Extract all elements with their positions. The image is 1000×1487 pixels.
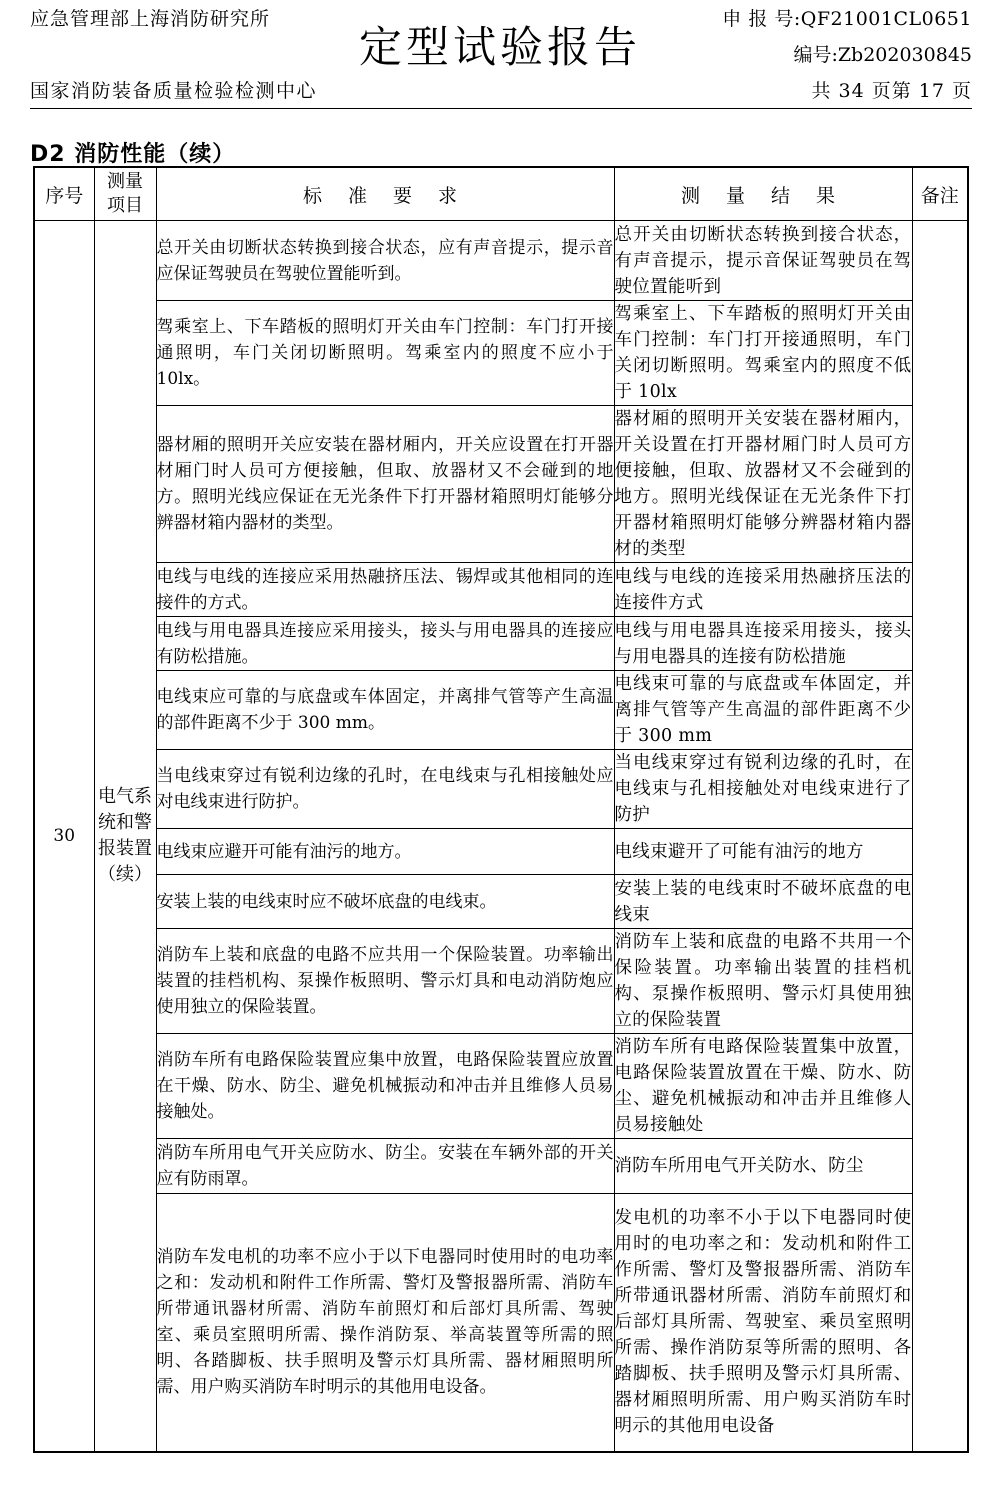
table-row bbox=[34, 1034, 968, 1139]
standard-requirement: 电线与用电器具连接应采用接头，接头与用电器具的连接应有防松措施。 bbox=[156, 617, 614, 671]
column-header-item bbox=[94, 167, 156, 221]
measurement-result: 电线束避开了可能有油污的地方 bbox=[614, 829, 912, 875]
measurement-result: 总开关由切断状态转换到接合状态，有声音提示，提示音保证驾驶员在驾驶位置能听到 bbox=[614, 221, 912, 301]
table-row bbox=[34, 406, 968, 563]
table-row bbox=[34, 563, 968, 617]
table-header-row bbox=[34, 167, 968, 221]
table-row bbox=[34, 671, 968, 750]
standard-requirement: 当电线束穿过有锐利边缘的孔时，在电线束与孔相接触处应对电线束进行防护。 bbox=[156, 750, 614, 829]
application-number: 申 报 号:QF21001CL0651 bbox=[722, 8, 972, 30]
standard-requirement: 安装上装的电线束时应不破坏底盘的电线束。 bbox=[156, 875, 614, 929]
measurement-result: 当电线束穿过有锐利边缘的孔时，在电线束与孔相接触处对电线束进行了防护 bbox=[614, 750, 912, 829]
measurement-result: 发电机的功率不小于以下电器同时使用时的电功率之和：发动机和附件工作所需、警灯及警报器所需、消防车所带通讯器材所需、消防车前照灯和后部灯具所需、驾驶室、乘员室照明所需、操作消防泵等所需的照明、各踏脚板、扶手照明及警示灯具所需、器材厢照明所需、用户购买消防车时明示的其他用电设备 bbox=[614, 1194, 912, 1452]
results-table bbox=[33, 166, 969, 1453]
measurement-item: 电气系统和警报装置（续） bbox=[94, 221, 156, 1452]
measurement-result: 安装上装的电线束时不破坏底盘的电线束 bbox=[614, 875, 912, 929]
column-header-standard: 标 准 要 求 bbox=[156, 167, 614, 221]
column-header-item-text: 测量项目 bbox=[107, 171, 143, 216]
testing-center-name: 国家消防装备质量检验检测中心 bbox=[30, 80, 318, 102]
table-row bbox=[34, 301, 968, 406]
measurement-result: 器材厢的照明开关安装在器材厢内，开关设置在打开器材厢门时人员可方便接触，但取、放器材又不会碰到的地方。照明光线保证在无光条件下打开器材箱照明灯能够分辨器材箱内器材的类型 bbox=[614, 406, 912, 563]
measurement-result: 电线与电线的连接采用热融挤压法的连接件方式 bbox=[614, 563, 912, 617]
table-row bbox=[34, 929, 968, 1034]
column-header-note: 备注 bbox=[912, 167, 968, 221]
standard-requirement: 驾乘室上、下车踏板的照明灯开关由车门控制：车门打开接通照明，车门关闭切断照明。驾乘室内的照度不应小于 10lx。 bbox=[156, 301, 614, 406]
table-row bbox=[34, 875, 968, 929]
table-row bbox=[34, 829, 968, 875]
standard-requirement: 消防车发电机的功率不应小于以下电器同时使用时的电功率之和：发动机和附件工作所需、警灯及警报器所需、消防车所带通讯器材所需、消防车前照灯和后部灯具所需、驾驶室、乘员室照明所需、操作消防泵、举高装置等所需的照明、各踏脚板、扶手照明及警示灯具所需、器材厢照明所需、用户购买消防车时明示的其他用电设备。 bbox=[156, 1194, 614, 1452]
measurement-result: 消防车所用电气开关防水、防尘 bbox=[614, 1139, 912, 1194]
measurement-result: 驾乘室上、下车踏板的照明灯开关由车门控制：车门打开接通照明，车门关闭切断照明。驾乘室内的照度不低于 10lx bbox=[614, 301, 912, 406]
standard-requirement: 消防车上装和底盘的电路不应共用一个保险装置。功率输出装置的挂档机构、泵操作板照明、警示灯具和电动消防炮应使用独立的保险装置。 bbox=[156, 929, 614, 1034]
standard-requirement: 电线束应可靠的与底盘或车体固定，并离排气管等产生高温的部件距离不少于 300 mm。 bbox=[156, 671, 614, 750]
standard-requirement: 总开关由切断状态转换到接合状态，应有声音提示，提示音应保证驾驶员在驾驶位置能听到。 bbox=[156, 221, 614, 301]
note-cell bbox=[912, 221, 968, 1452]
measurement-result: 消防车上装和底盘的电路不共用一个保险装置。功率输出装置的挂档机构、泵操作板照明、警示灯具使用独立的保险装置 bbox=[614, 929, 912, 1034]
measurement-result: 消防车所有电路保险装置集中放置，电路保险装置放置在干燥、防水、防尘、避免机械振动和冲击并且维修人员易接触处 bbox=[614, 1034, 912, 1139]
serial-number: 编号:Zb202030845 bbox=[793, 44, 972, 66]
table-row bbox=[34, 750, 968, 829]
measurement-result: 电线束可靠的与底盘或车体固定，并离排气管等产生高温的部件距离不少于 300 mm bbox=[614, 671, 912, 750]
section-title: D2 消防性能（续） bbox=[30, 142, 236, 167]
standard-requirement: 电线束应避开可能有油污的地方。 bbox=[156, 829, 614, 875]
header-rule bbox=[30, 108, 972, 109]
standard-requirement: 消防车所有电路保险装置应集中放置，电路保险装置应放置在干燥、防水、防尘、避免机械振动和冲击并且维修人员易接触处。 bbox=[156, 1034, 614, 1139]
page-info: 共 34 页第 17 页 bbox=[811, 80, 972, 102]
sequence-number: 30 bbox=[34, 221, 94, 1452]
standard-requirement: 消防车所用电气开关应防水、防尘。安装在车辆外部的开关应有防雨罩。 bbox=[156, 1139, 614, 1194]
standard-requirement: 器材厢的照明开关应安装在器材厢内，开关应设置在打开器材厢门时人员可方便接触，但取、放器材又不会碰到的地方。照明光线应保证在无光条件下打开器材箱照明灯能够分辨器材箱内器材的类型。 bbox=[156, 406, 614, 563]
table-row bbox=[34, 617, 968, 671]
column-header-result: 测 量 结 果 bbox=[614, 167, 912, 221]
column-header-seq: 序号 bbox=[34, 167, 94, 221]
table-row bbox=[34, 1194, 968, 1452]
standard-requirement: 电线与电线的连接应采用热融挤压法、锡焊或其他相同的连接件的方式。 bbox=[156, 563, 614, 617]
measurement-result: 电线与用电器具连接采用接头，接头与用电器具的连接有防松措施 bbox=[614, 617, 912, 671]
institute-name: 应急管理部上海消防研究所 bbox=[30, 8, 271, 30]
table-row bbox=[34, 221, 968, 301]
table-row bbox=[34, 1139, 968, 1194]
report-title: 定型试验报告 bbox=[359, 23, 641, 73]
